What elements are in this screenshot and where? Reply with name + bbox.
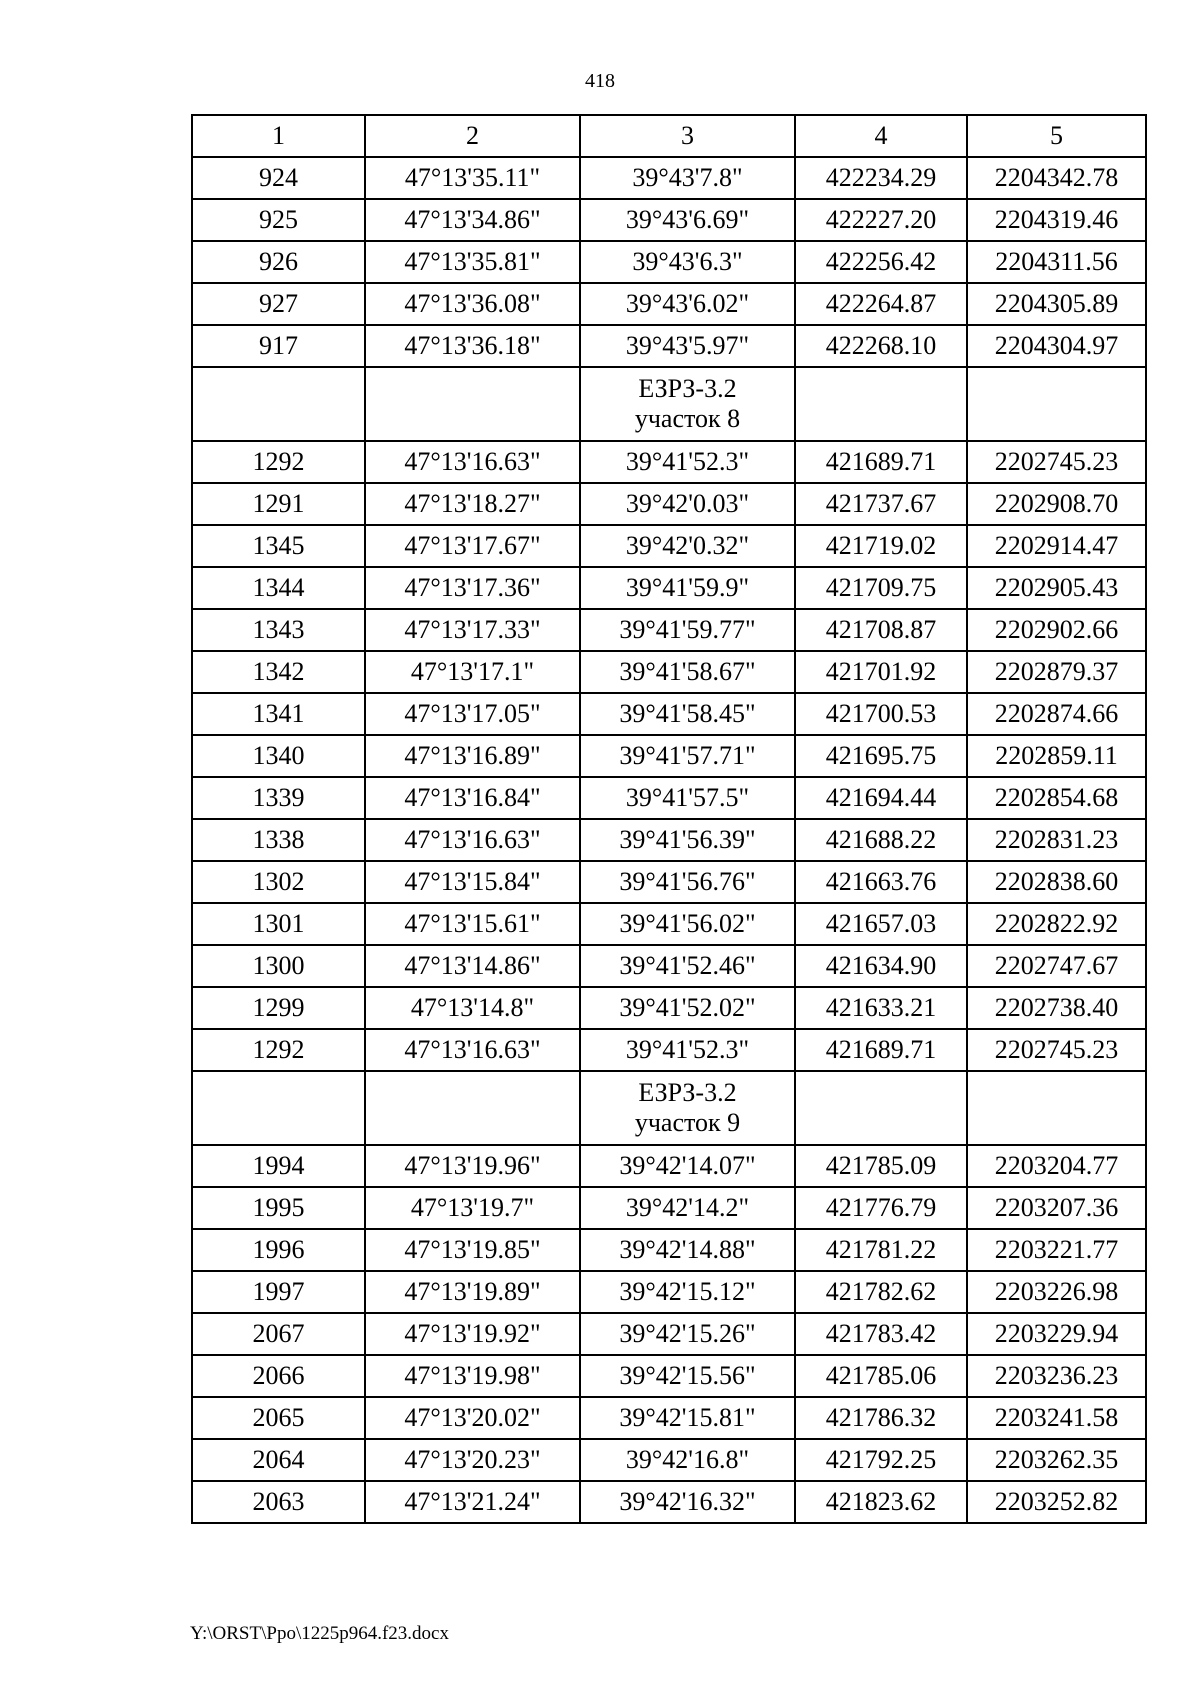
section-title-zone: ЕЗРЗ-3.2	[638, 1078, 737, 1107]
y-coordinate-cell: 2202902.66	[967, 609, 1146, 651]
table-row	[192, 609, 1146, 651]
y-coordinate-cell: 2203236.23	[967, 1355, 1146, 1397]
longitude-cell: 39°41'57.5"	[580, 777, 795, 819]
y-coordinate-cell: 2202879.37	[967, 651, 1146, 693]
y-coordinate-cell: 2202747.67	[967, 945, 1146, 987]
x-coordinate-cell: 421737.67	[795, 483, 967, 525]
latitude-cell: 47°13'20.23"	[365, 1439, 580, 1481]
x-coordinate-cell: 421786.32	[795, 1397, 967, 1439]
table-row	[192, 1439, 1146, 1481]
x-coordinate-cell: 421700.53	[795, 693, 967, 735]
latitude-cell: 47°13'14.8"	[365, 987, 580, 1029]
table-row	[192, 525, 1146, 567]
y-coordinate-cell: 2203262.35	[967, 1439, 1146, 1481]
longitude-cell: 39°42'14.88"	[580, 1229, 795, 1271]
coordinates-table-body	[192, 115, 1146, 1523]
longitude-cell: 39°41'52.46"	[580, 945, 795, 987]
longitude-cell: 39°43'5.97"	[580, 325, 795, 367]
x-coordinate-cell: 421657.03	[795, 903, 967, 945]
empty-cell	[192, 367, 365, 441]
longitude-cell: 39°41'52.3"	[580, 1029, 795, 1071]
section-title-cell	[580, 1071, 795, 1145]
y-coordinate-cell: 2204304.97	[967, 325, 1146, 367]
empty-cell	[795, 367, 967, 441]
latitude-cell: 47°13'15.84"	[365, 861, 580, 903]
footer-file-path: Y:\ORST\Ppo\1225p964.f23.docx	[190, 1623, 449, 1644]
table-row	[192, 1145, 1146, 1187]
latitude-cell: 47°13'17.33"	[365, 609, 580, 651]
x-coordinate-cell: 421694.44	[795, 777, 967, 819]
y-coordinate-cell: 2202905.43	[967, 567, 1146, 609]
y-coordinate-cell: 2202831.23	[967, 819, 1146, 861]
point-number-cell: 2067	[192, 1313, 365, 1355]
latitude-cell: 47°13'20.02"	[365, 1397, 580, 1439]
header-cell: 3	[580, 115, 795, 157]
latitude-cell: 47°13'19.89"	[365, 1271, 580, 1313]
y-coordinate-cell: 2202822.92	[967, 903, 1146, 945]
section-title-row	[192, 367, 1146, 441]
table-row	[192, 325, 1146, 367]
latitude-cell: 47°13'19.92"	[365, 1313, 580, 1355]
section-title-row	[192, 1071, 1146, 1145]
longitude-cell: 39°41'58.45"	[580, 693, 795, 735]
latitude-cell: 47°13'36.08"	[365, 283, 580, 325]
table-row	[192, 777, 1146, 819]
latitude-cell: 47°13'19.85"	[365, 1229, 580, 1271]
table-row	[192, 1271, 1146, 1313]
table-row	[192, 1029, 1146, 1071]
section-title-cell	[580, 367, 795, 441]
point-number-cell: 2065	[192, 1397, 365, 1439]
point-number-cell: 1338	[192, 819, 365, 861]
x-coordinate-cell: 421785.06	[795, 1355, 967, 1397]
longitude-cell: 39°42'15.26"	[580, 1313, 795, 1355]
point-number-cell: 925	[192, 199, 365, 241]
table-row	[192, 651, 1146, 693]
longitude-cell: 39°41'56.39"	[580, 819, 795, 861]
point-number-cell: 1302	[192, 861, 365, 903]
x-coordinate-cell: 421792.25	[795, 1439, 967, 1481]
table-row	[192, 199, 1146, 241]
y-coordinate-cell: 2204305.89	[967, 283, 1146, 325]
table-row	[192, 903, 1146, 945]
table-row	[192, 1481, 1146, 1523]
x-coordinate-cell: 421689.71	[795, 1029, 967, 1071]
latitude-cell: 47°13'36.18"	[365, 325, 580, 367]
table-row	[192, 1355, 1146, 1397]
section-title-plot: участок 8	[634, 404, 741, 433]
x-coordinate-cell: 422268.10	[795, 325, 967, 367]
longitude-cell: 39°42'15.81"	[580, 1397, 795, 1439]
x-coordinate-cell: 421708.87	[795, 609, 967, 651]
y-coordinate-cell: 2203207.36	[967, 1187, 1146, 1229]
latitude-cell: 47°13'18.27"	[365, 483, 580, 525]
longitude-cell: 39°42'16.8"	[580, 1439, 795, 1481]
point-number-cell: 1344	[192, 567, 365, 609]
longitude-cell: 39°42'0.32"	[580, 525, 795, 567]
point-number-cell: 917	[192, 325, 365, 367]
table-row	[192, 483, 1146, 525]
table-row	[192, 735, 1146, 777]
empty-cell	[192, 1071, 365, 1145]
empty-cell	[365, 1071, 580, 1145]
latitude-cell: 47°13'15.61"	[365, 903, 580, 945]
y-coordinate-cell: 2202908.70	[967, 483, 1146, 525]
point-number-cell: 1997	[192, 1271, 365, 1313]
point-number-cell: 1300	[192, 945, 365, 987]
x-coordinate-cell: 422264.87	[795, 283, 967, 325]
y-coordinate-cell: 2202854.68	[967, 777, 1146, 819]
table-row	[192, 441, 1146, 483]
latitude-cell: 47°13'14.86"	[365, 945, 580, 987]
y-coordinate-cell: 2203204.77	[967, 1145, 1146, 1187]
header-cell: 1	[192, 115, 365, 157]
point-number-cell: 2063	[192, 1481, 365, 1523]
latitude-cell: 47°13'16.63"	[365, 819, 580, 861]
x-coordinate-cell: 421701.92	[795, 651, 967, 693]
y-coordinate-cell: 2204342.78	[967, 157, 1146, 199]
longitude-cell: 39°41'52.02"	[580, 987, 795, 1029]
section-title-zone: ЕЗРЗ-3.2	[638, 374, 737, 403]
point-number-cell: 1301	[192, 903, 365, 945]
table-row	[192, 157, 1146, 199]
x-coordinate-cell: 421709.75	[795, 567, 967, 609]
latitude-cell: 47°13'35.11"	[365, 157, 580, 199]
longitude-cell: 39°41'56.02"	[580, 903, 795, 945]
latitude-cell: 47°13'17.36"	[365, 567, 580, 609]
latitude-cell: 47°13'19.96"	[365, 1145, 580, 1187]
point-number-cell: 924	[192, 157, 365, 199]
x-coordinate-cell: 421782.62	[795, 1271, 967, 1313]
x-coordinate-cell: 421781.22	[795, 1229, 967, 1271]
point-number-cell: 927	[192, 283, 365, 325]
table-row	[192, 283, 1146, 325]
header-cell: 2	[365, 115, 580, 157]
longitude-cell: 39°42'15.12"	[580, 1271, 795, 1313]
x-coordinate-cell: 421689.71	[795, 441, 967, 483]
y-coordinate-cell: 2202859.11	[967, 735, 1146, 777]
longitude-cell: 39°41'59.9"	[580, 567, 795, 609]
latitude-cell: 47°13'17.1"	[365, 651, 580, 693]
empty-cell	[967, 367, 1146, 441]
table-row	[192, 1229, 1146, 1271]
point-number-cell: 1995	[192, 1187, 365, 1229]
longitude-cell: 39°42'15.56"	[580, 1355, 795, 1397]
latitude-cell: 47°13'17.05"	[365, 693, 580, 735]
longitude-cell: 39°42'14.2"	[580, 1187, 795, 1229]
latitude-cell: 47°13'16.63"	[365, 441, 580, 483]
header-cell: 4	[795, 115, 967, 157]
latitude-cell: 47°13'34.86"	[365, 199, 580, 241]
x-coordinate-cell: 421634.90	[795, 945, 967, 987]
x-coordinate-cell: 422227.20	[795, 199, 967, 241]
table-row	[192, 819, 1146, 861]
longitude-cell: 39°41'57.71"	[580, 735, 795, 777]
latitude-cell: 47°13'35.81"	[365, 241, 580, 283]
point-number-cell: 1341	[192, 693, 365, 735]
point-number-cell: 926	[192, 241, 365, 283]
latitude-cell: 47°13'19.7"	[365, 1187, 580, 1229]
point-number-cell: 1996	[192, 1229, 365, 1271]
table-row	[192, 693, 1146, 735]
table-row	[192, 861, 1146, 903]
x-coordinate-cell: 421783.42	[795, 1313, 967, 1355]
table-row	[192, 241, 1146, 283]
longitude-cell: 39°41'52.3"	[580, 441, 795, 483]
table-row	[192, 1397, 1146, 1439]
empty-cell	[967, 1071, 1146, 1145]
y-coordinate-cell: 2204311.56	[967, 241, 1146, 283]
point-number-cell: 1342	[192, 651, 365, 693]
x-coordinate-cell: 422234.29	[795, 157, 967, 199]
table-row	[192, 1187, 1146, 1229]
longitude-cell: 39°41'59.77"	[580, 609, 795, 651]
y-coordinate-cell: 2202738.40	[967, 987, 1146, 1029]
table-header-row	[192, 115, 1146, 157]
point-number-cell: 1994	[192, 1145, 365, 1187]
point-number-cell: 1339	[192, 777, 365, 819]
table-row	[192, 567, 1146, 609]
longitude-cell: 39°42'16.32"	[580, 1481, 795, 1523]
point-number-cell: 1299	[192, 987, 365, 1029]
latitude-cell: 47°13'21.24"	[365, 1481, 580, 1523]
y-coordinate-cell: 2204319.46	[967, 199, 1146, 241]
x-coordinate-cell: 421695.75	[795, 735, 967, 777]
table-row	[192, 1313, 1146, 1355]
latitude-cell: 47°13'16.89"	[365, 735, 580, 777]
y-coordinate-cell: 2203241.58	[967, 1397, 1146, 1439]
longitude-cell: 39°43'6.3"	[580, 241, 795, 283]
point-number-cell: 1340	[192, 735, 365, 777]
longitude-cell: 39°43'7.8"	[580, 157, 795, 199]
latitude-cell: 47°13'16.63"	[365, 1029, 580, 1071]
point-number-cell: 1345	[192, 525, 365, 567]
longitude-cell: 39°41'58.67"	[580, 651, 795, 693]
table-row	[192, 945, 1146, 987]
longitude-cell: 39°42'14.07"	[580, 1145, 795, 1187]
longitude-cell: 39°42'0.03"	[580, 483, 795, 525]
y-coordinate-cell: 2203229.94	[967, 1313, 1146, 1355]
longitude-cell: 39°43'6.69"	[580, 199, 795, 241]
point-number-cell: 2064	[192, 1439, 365, 1481]
x-coordinate-cell: 421633.21	[795, 987, 967, 1029]
x-coordinate-cell: 421719.02	[795, 525, 967, 567]
latitude-cell: 47°13'17.67"	[365, 525, 580, 567]
longitude-cell: 39°41'56.76"	[580, 861, 795, 903]
table-row	[192, 987, 1146, 1029]
x-coordinate-cell: 421776.79	[795, 1187, 967, 1229]
x-coordinate-cell: 421785.09	[795, 1145, 967, 1187]
x-coordinate-cell: 421663.76	[795, 861, 967, 903]
y-coordinate-cell: 2202838.60	[967, 861, 1146, 903]
x-coordinate-cell: 421823.62	[795, 1481, 967, 1523]
y-coordinate-cell: 2203252.82	[967, 1481, 1146, 1523]
point-number-cell: 1292	[192, 441, 365, 483]
longitude-cell: 39°43'6.02"	[580, 283, 795, 325]
latitude-cell: 47°13'16.84"	[365, 777, 580, 819]
header-cell: 5	[967, 115, 1146, 157]
point-number-cell: 1343	[192, 609, 365, 651]
y-coordinate-cell: 2203226.98	[967, 1271, 1146, 1313]
y-coordinate-cell: 2202745.23	[967, 1029, 1146, 1071]
section-title-plot: участок 9	[634, 1108, 741, 1137]
y-coordinate-cell: 2202914.47	[967, 525, 1146, 567]
point-number-cell: 1292	[192, 1029, 365, 1071]
empty-cell	[795, 1071, 967, 1145]
y-coordinate-cell: 2202745.23	[967, 441, 1146, 483]
empty-cell	[365, 367, 580, 441]
y-coordinate-cell: 2202874.66	[967, 693, 1146, 735]
latitude-cell: 47°13'19.98"	[365, 1355, 580, 1397]
x-coordinate-cell: 421688.22	[795, 819, 967, 861]
point-number-cell: 2066	[192, 1355, 365, 1397]
coordinates-table	[191, 114, 1147, 1524]
y-coordinate-cell: 2203221.77	[967, 1229, 1146, 1271]
x-coordinate-cell: 422256.42	[795, 241, 967, 283]
page-number: 418	[585, 70, 615, 92]
point-number-cell: 1291	[192, 483, 365, 525]
